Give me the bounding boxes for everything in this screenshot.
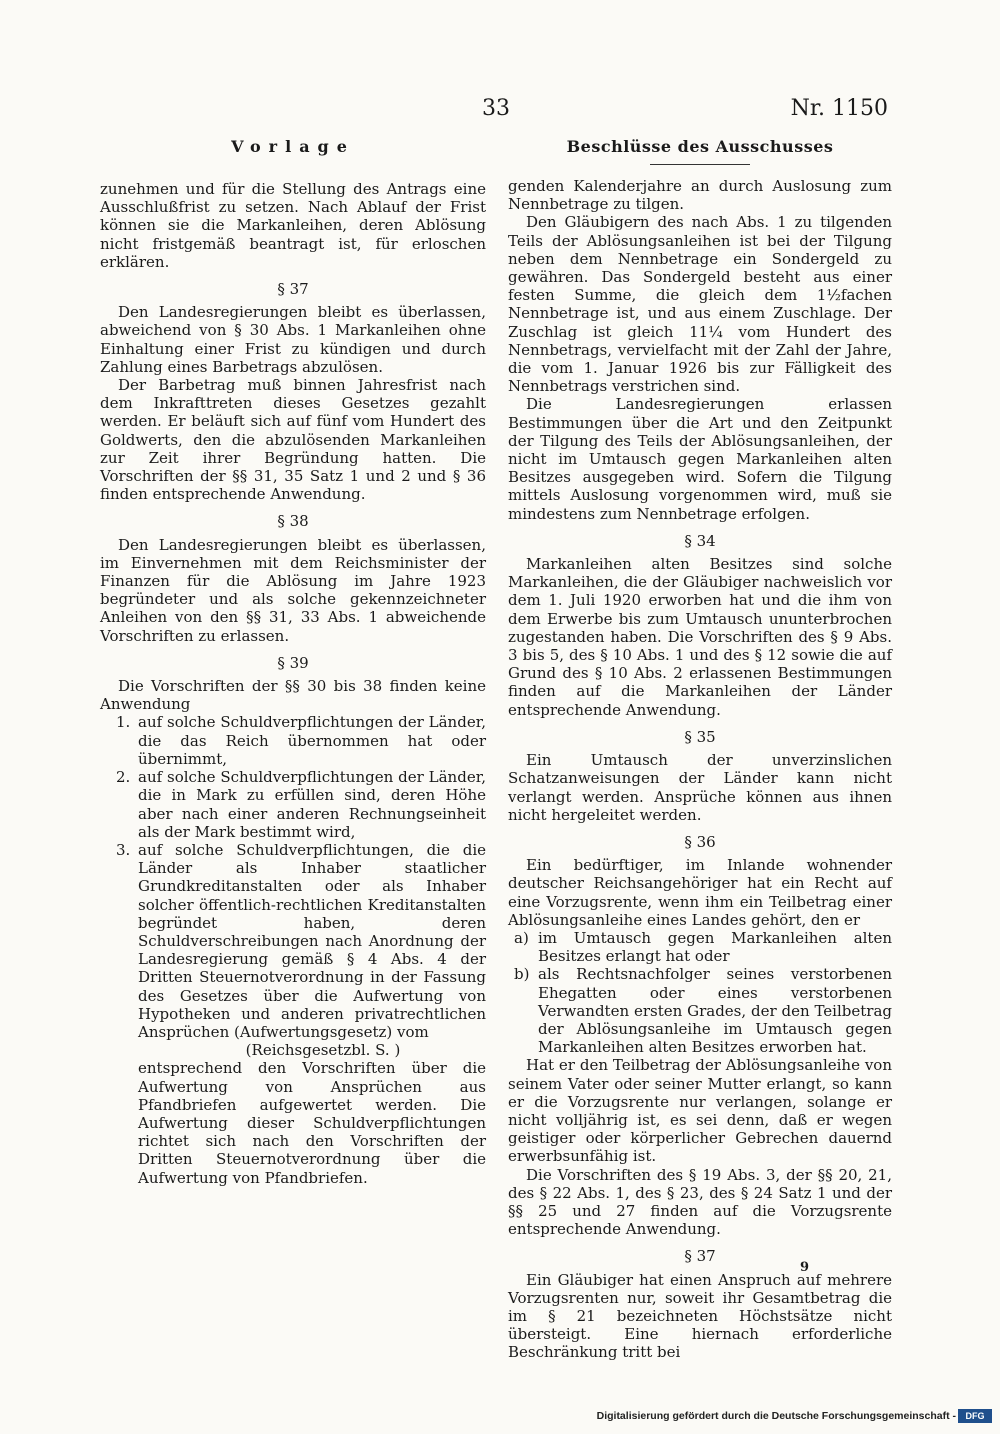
paragraph: Den Gläubigern des nach Abs. 1 zu tilgenden Teils der Ablösungsanleihen ist bei der Tilgung neben dem Nennbetrage ein Sondergeld zu gewähren. Das Sondergeld besteht aus einer festen Summe, die gleich dem 1½fachen Nennbetrage ist, und aus einem Zuschlage. Der Zuschlag ist gleich 11¼ vom Hundert des Nennbetrags, vervielfacht mit der Zahl der Jahre, die vom 1. Januar 1926 bis zur Fälligkeit des Nennbetrags verstrichen sind. bbox=[508, 213, 892, 396]
list-item-text: entsprechend den Vorschriften über die Aufwertung von Ansprüchen aus Pfandbriefen aufgewertet werden. Die Aufwertung dieser Schuldverpflichtungen richtet sich nach den Vorschriften der Dritten Steuernotverordnung über die Aufwertung von Pfandbriefen. bbox=[138, 1059, 486, 1187]
citation: (Reichsgesetzbl. S. ) bbox=[245, 1041, 401, 1060]
paragraph: zunehmen und für die Stellung des Antrags eine Ausschlußfrist zu setzen. Nach Ablauf der Frist können sie die Markanleihen, deren Ablösung nicht fristgemäß beantragt ist, für erloschen erklären. bbox=[100, 180, 486, 271]
list-item-text: als Rechtsnachfolger seines verstorbenen Ehegatten oder eines verstorbenen Verwandten ersten Grades, der den Teilbetrag der Ablösungsanleihe im Umtausch gegen Markanleihen alten Besitzes erworben hat. bbox=[538, 965, 892, 1057]
page-header bbox=[0, 96, 1000, 126]
list-marker: 3. bbox=[116, 840, 131, 859]
list-item bbox=[100, 713, 486, 768]
right-column bbox=[508, 138, 892, 1362]
list-marker: 2. bbox=[116, 768, 131, 787]
left-column-title: Vorlage bbox=[231, 137, 355, 156]
paragraph: Markanleihen alten Besitzes sind solche Markanleihen, die der Gläubiger nachweislich vor dem 1. Juli 1920 erworben hat und die ihm von dem Erwerbe bis zum Umtausch ununterbrochen zugestanden haben. Die Vorschriften des § 9 Abs. 3 bis 5, des § 10 Abs. 1 und des § 12 sowie die auf Grund des § 10 Abs. 2 erlassenen Bestimmungen finden auf die Markanleihen der Länder entsprechende Anwendung. bbox=[508, 555, 892, 719]
section-heading: § 37 bbox=[277, 280, 309, 299]
list-item-continuation bbox=[100, 1059, 486, 1186]
paragraph: Der Barbetrag muß binnen Jahresfrist nach dem Inkrafttreten dieses Gesetzes gezahlt werden. Er beläuft sich auf fünf vom Hundert des Goldwerts, den die abzulösenden Markanleihen zur Zeit ihrer Begründung hatten. Die Vorschriften der §§ 31, 35 Satz 1 und 2 und § 36 finden entsprechende Anwendung. bbox=[100, 376, 486, 504]
digitization-credit: Digitalisierung gefördert durch die Deutsche Forschungsgemeinschaft - bbox=[596, 1410, 956, 1422]
list-item-text: auf solche Schuldverpflichtungen, die die Länder als Inhaber staatlicher Grundkreditanstalten oder als Inhaber solcher öffentlich-rechtlichen Kreditanstalten begründet haben, deren Schuldverschreibungen nach Anordnung der Landesregierung gemäß § 4 Abs. 4 der Dritten Steuernotverordnung in der Fassung des Gesetzes über die Aufwertung von Hypotheken und anderen privatrechtlichen Ansprüchen (Aufwertungsgesetz) vom bbox=[138, 840, 486, 1041]
paragraph: genden Kalenderjahre an durch Auslosung zum Nennbetrage zu tilgen. bbox=[508, 177, 892, 214]
list-item bbox=[508, 929, 892, 965]
section-heading: § 37 bbox=[684, 1247, 716, 1266]
list-item bbox=[508, 965, 892, 1056]
list-marker: a) bbox=[514, 928, 529, 947]
paragraph: Den Landesregierungen bleibt es überlassen, abweichend von § 30 Abs. 1 Markanleihen ohne Einhaltung einer Frist zu kündigen und durch Zahlung eines Barbetrags abzulösen. bbox=[100, 303, 486, 376]
paragraph: Ein bedürftiger, im Inlande wohnender deutscher Reichsangehöriger hat ein Recht auf eine Vorzugsrente, wenn ihm ein Teilbetrag einer Ablösungsanleihe eines Landes gehört, den er bbox=[508, 856, 892, 929]
page-number: 33 bbox=[482, 96, 510, 121]
document-number: Nr. 1150 bbox=[790, 96, 888, 121]
list-marker: b) bbox=[514, 965, 530, 984]
list-item-text: auf solche Schuldverpflichtungen der Länder, die das Reich übernommen hat oder übernimmt, bbox=[138, 713, 486, 768]
paragraph: Die Vorschriften des § 19 Abs. 3, der §§ 20, 21, des § 22 Abs. 1, des § 23, des § 24 Satz 1 und der §§ 25 und 27 finden auf die Vorzugsrente entsprechende Anwendung. bbox=[508, 1165, 892, 1239]
list-item bbox=[100, 841, 486, 1041]
right-column-title: Beschlüsse des Ausschusses bbox=[566, 137, 834, 156]
signature-mark: 9 bbox=[800, 1260, 810, 1275]
left-column bbox=[100, 138, 486, 1187]
paragraph: Ein Umtausch der unverzinslichen Schatzanweisungen der Länder kann nicht verlangt werden. Ansprüche können aus ihnen nicht hergeleitet werden. bbox=[508, 751, 892, 824]
paragraph: Den Landesregierungen bleibt es überlassen, im Einvernehmen mit dem Reichsminister der Finanzen für die Ablösung im Jahre 1923 begründeter und als solche gekennzeichneter Anleihen von den §§ 31, 33 Abs. 1 abweichende Vorschriften zu erlassen. bbox=[100, 535, 486, 645]
dfg-logo: DFG bbox=[958, 1409, 992, 1423]
paragraph: Ein Gläubiger hat einen Anspruch auf mehrere Vorzugsrenten nur, soweit ihr Gesamtbetrag die im § 21 bezeichneten Höchstsätze nicht übersteigt. Eine hiernach erforderliche Beschränkung tritt bei bbox=[508, 1270, 892, 1362]
section-heading: § 35 bbox=[684, 727, 716, 746]
list-item-text: im Umtausch gegen Markanleihen alten Besitzes erlangt hat oder bbox=[538, 928, 892, 966]
title-divider bbox=[650, 164, 750, 165]
list-item bbox=[100, 768, 486, 841]
section-heading: § 38 bbox=[277, 512, 309, 531]
section-heading: § 39 bbox=[277, 653, 309, 672]
paragraph: Die Landesregierungen erlassen Bestimmungen über die Art und den Zeitpunkt der Tilgung des Teils der Ablösungsanleihen, der nicht im Umtausch gegen Markanleihen alten Besitzes ausgegeben wird. Sofern die Tilgung mittels Auslosung vorgenommen wird, muß sie mindestens zum Nennbetrage erfolgen. bbox=[508, 395, 892, 523]
paragraph: Die Vorschriften der §§ 30 bis 38 finden keine Anwendung bbox=[100, 677, 486, 714]
list-item-text: auf solche Schuldverpflichtungen der Länder, die in Mark zu erfüllen sind, deren Höhe aber nach einer anderen Rechnungseinheit als der Mark bestimmt wird, bbox=[138, 768, 486, 841]
paragraph: Hat er den Teilbetrag der Ablösungsanleihe von seinem Vater oder seiner Mutter erlangt, so kann er die Vorzugsrente nur verlangen, solange er nicht volljährig ist, es sei denn, daß er wegen geistiger oder körperlicher Gebrechen dauernd erwerbsunfähig ist. bbox=[508, 1056, 892, 1166]
section-heading: § 36 bbox=[684, 832, 716, 851]
section-heading: § 34 bbox=[684, 531, 716, 550]
list-marker: 1. bbox=[116, 713, 131, 732]
